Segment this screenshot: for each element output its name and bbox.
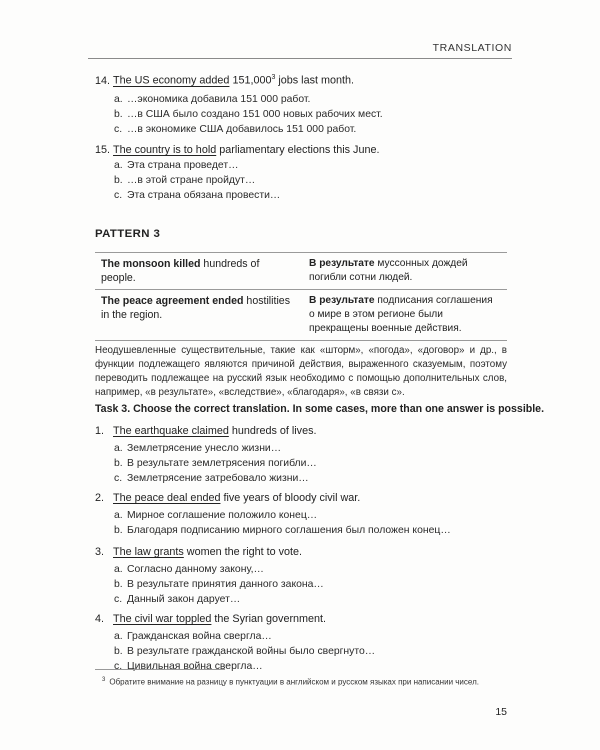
question-number: 3. [95,546,105,558]
option-text: Благодаря подписанию мирного соглашения был положен конец… [127,525,451,536]
option-item [114,94,310,105]
question-number: 4. [95,613,105,625]
option-letter: c. [114,124,123,135]
option-letter: b. [114,109,123,120]
option-item [114,473,309,484]
task-item-2 [95,492,360,504]
option-letter: a. [114,94,123,105]
option-text: Землетрясение затребовало жизни… [127,473,309,484]
pattern-russian [303,290,507,340]
option-letter: b. [114,525,123,536]
footnote-number: 3 [102,677,106,683]
option-letter: c. [114,594,123,605]
task-item-3 [95,546,302,558]
option-letter: a. [114,443,123,454]
question-subject: The law grants [113,546,184,558]
option-item [114,594,240,605]
question-subject: The peace deal ended [113,492,221,504]
pattern-russian-rest: подписания соглашения о мире в этом регионе были прекращены военные действия. [309,295,493,334]
header-title: TRANSLATION [432,42,512,54]
option-text: Землетрясение унесло жизни… [127,443,282,454]
option-letter: c. [114,190,123,201]
option-text: В результате землетрясения погибли… [127,458,317,469]
question-subject: The civil war toppled [113,613,212,625]
option-text: …экономика добавила 151 000 работ. [127,94,311,105]
option-item [114,458,317,469]
running-header [88,42,512,59]
footnote-text: Обратите внимание на разницу в пунктуации в английском и русском языках при написании чисел. [109,677,479,687]
option-item [114,579,324,590]
pattern-russian-bold: В результате [309,295,375,306]
option-letter: b. [114,175,123,186]
pattern-english-rest: hostilities in the region. [101,295,290,321]
pattern-english [95,290,303,340]
option-text: В результате принятия данного закона… [127,579,324,590]
explanation-paragraph: Неодушевленные существительные, такие как «шторм», «погода», «договор» и др., в функции подлежащего являются причиной действия, выраженного сказуемым, поэтому переводить подлежащее на русский язык необходимо с помощью дополнительных слов, например, «в результате», «вследствие», «благодаря», «в связи с». [95,345,507,398]
question-text: the Syrian government. [211,613,327,625]
pattern-russian-rest: муссонных дождей погибли сотни людей. [309,258,468,283]
task-item-1 [95,425,316,437]
option-text: Гражданская война свергла… [127,631,272,642]
option-letter: a. [114,564,123,575]
option-item [114,109,383,120]
option-text: Цивильная война свергла… [127,661,263,672]
question-14 [95,74,354,87]
question-subject: The US economy added [113,74,230,87]
option-item [114,510,317,521]
option-letter: c. [114,473,123,484]
question-number: 15. [95,144,111,156]
option-text: Данный закон дарует… [127,594,241,605]
option-text: …в этой стране пройдут… [127,175,256,186]
question-text: hundreds of lives. [228,425,317,437]
option-item [114,175,255,186]
question-text: women the right to vote. [183,546,303,558]
question-subject: The earthquake claimed [113,425,229,437]
pattern-russian-bold: В результате [309,258,375,269]
pattern-english-bold: The peace agreement ended [101,295,244,307]
option-letter: b. [114,646,123,657]
option-letter: a. [114,160,123,171]
option-item [114,564,264,575]
question-number: 1. [95,425,105,437]
question-text: five years of bloody civil war. [220,492,361,504]
footnote-mark: 3 [271,74,276,81]
option-item [114,190,280,201]
question-subject: The country is to hold [113,144,217,156]
question-text: jobs last month. [275,74,354,87]
option-item [114,631,272,642]
footnote [102,677,479,687]
option-text: …в экономике США добавилось 151 000 работ. [127,124,357,135]
option-item [114,525,451,536]
option-text: Эта страна обязана провести… [127,190,281,201]
option-text: В результате гражданской войны было свергнуто… [127,646,376,657]
question-number: 2. [95,492,105,504]
option-letter: a. [114,510,123,521]
pattern-english-bold: The monsoon killed [101,258,201,270]
option-text: …в США было создано 151 000 новых рабочих мест. [127,109,383,120]
option-item [114,124,356,135]
option-letter: b. [114,458,123,469]
option-item [114,443,281,454]
pattern-english [95,253,303,289]
option-text: Мирное соглашение положило конец… [127,510,318,521]
option-item [114,661,263,672]
question-number: 14. [95,74,111,87]
question-15 [95,144,379,156]
option-letter: b. [114,579,123,590]
pattern-english-rest: hundreds of people. [101,258,260,284]
pattern-russian [303,253,507,289]
option-text: Согласно данному закону,… [127,564,264,575]
question-text: parliamentary elections this June. [216,144,380,156]
question-text: 151,000 [232,74,272,87]
option-item [114,160,238,171]
pattern-table [95,252,507,341]
option-text: Эта страна проведет… [127,160,239,171]
option-letter: c. [114,661,123,672]
option-item [114,646,375,657]
pattern-row [95,252,507,289]
pattern-heading: PATTERN 3 [95,228,161,240]
task-item-4 [95,613,326,625]
page-number: 15 [495,706,507,718]
footnote-divider [95,669,225,670]
pattern-row [95,289,507,341]
task-heading: Task 3. Choose the correct translation. In some cases, more than one answer is possible. [95,403,545,415]
option-letter: a. [114,631,123,642]
